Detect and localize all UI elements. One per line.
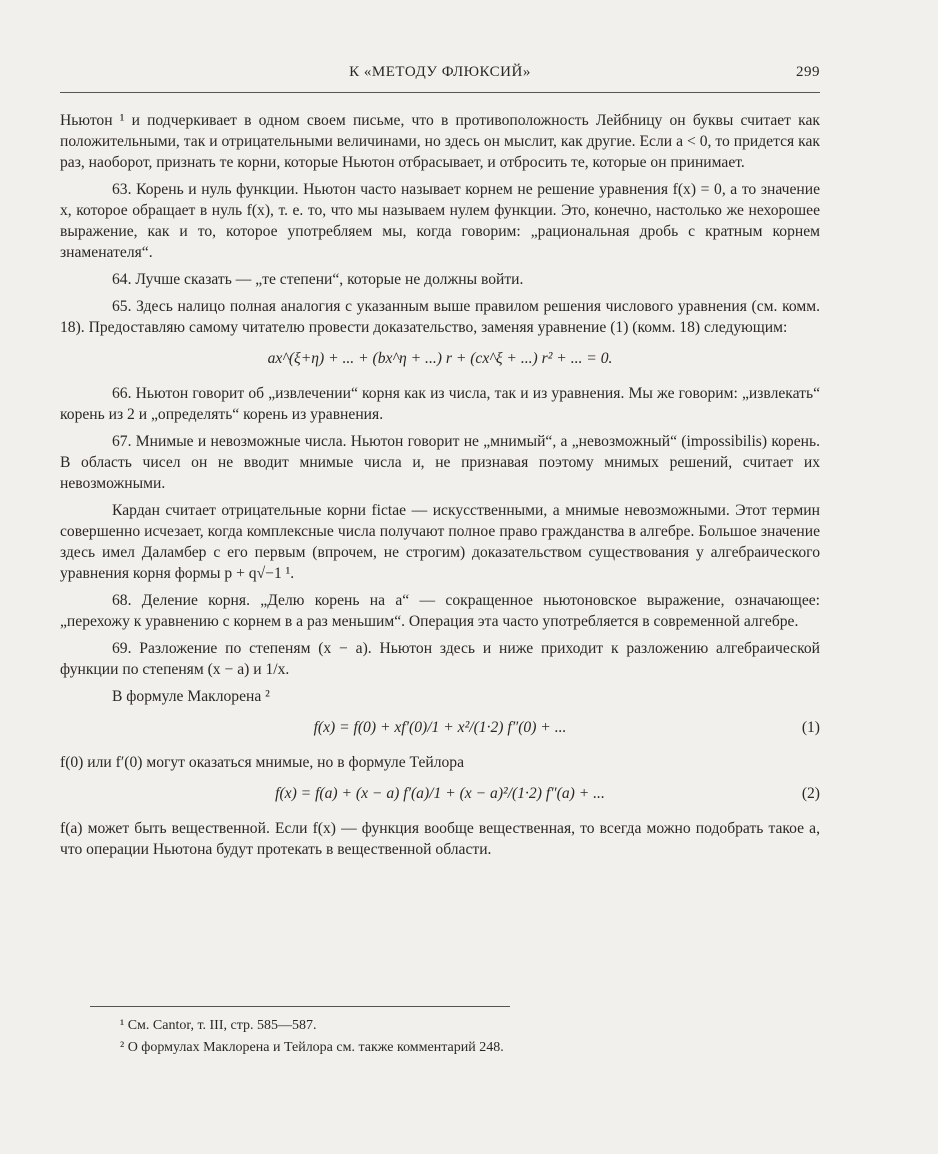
footnote: ¹ См. Cantor, т. III, стр. 585—587. — [120, 1018, 317, 1033]
footnotes — [60, 1015, 820, 1059]
formula — [60, 348, 820, 369]
page-number: 299 — [796, 64, 820, 80]
paragraph: 63. Корень и нуль функции. Ньютон часто называет корнем не решение уравнения f(x) = 0, а то значение x, которое обращает в нуль f(x), т. е. то, что мы называем нулем функции. Это, конечно, настолько же нехорошее выражение, как и то, которое употребляем мы, когда говорим: „рациональная дробь с кратным корнем знаменателя“. — [60, 181, 820, 261]
formula-text: f(x) = f(0) + xf′(0)/1 + x²/(1·2) f″(0) + ... — [313, 719, 567, 736]
paragraph: 67. Мнимые и невозможные числа. Ньютон говорит не „мнимый“, а „невозможный“ (impossibilis) корень. В область чисел он не вводит мнимые числа и, не признавая поэтому мнимых решений, считает их невозможными. — [60, 433, 820, 492]
taylor-formula — [60, 783, 820, 804]
main-text — [60, 110, 820, 866]
formula-text: ax^(ξ+η) + ... + (bx^η + ...) r + (cx^ξ + ...) r² + ... = 0. — [267, 350, 613, 367]
paragraph: 64. Лучше сказать — „те степени“, которые не должны войти. — [112, 271, 524, 288]
paragraph: 68. Деление корня. „Делю корень на a“ — сокращенное ньютоновское выражение, означающее: „перехожу к уравнению с корнем в a раз меньшим“. Операция эта часто употребляется в современной алгебре. — [60, 592, 820, 630]
equation-number: (2) — [801, 785, 820, 802]
header-title: К «МЕТОДУ ФЛЮКСИЙ» — [349, 64, 531, 80]
paragraph: f(0) или f′(0) могут оказаться мнимые, но в формуле Тейлора — [60, 754, 465, 771]
paragraph: Кардан считает отрицательные корни fictae — искусственными, а мнимые невозможными. Этот термин совершенно исчезает, когда комплексные числа получают полное право гражданства в алгебре. Большое значение здесь имел Даламбер с его первым (впрочем, не строгим) доказательством существования у алгебраического уравнения корня формы p + q√−1 ¹. — [60, 502, 820, 582]
footnote-rule — [90, 1006, 510, 1007]
paragraph: 69. Разложение по степеням (x − a). Ньютон здесь и ниже приходит к разложению алгебраической функции по степеням (x − a) и 1/x. — [60, 640, 820, 678]
paragraph: Ньютон ¹ и подчеркивает в одном своем письме, что в противоположность Лейбницу он буквы считает как положительными, так и отрицательными величинами, но здесь он мыслит, как другие. Если a < 0, то придется как раз, наоборот, признать те корни, которые Ньютон отбрасывает, и отбросить те, которые он принимает. — [60, 112, 820, 171]
footnote: ² О формулах Маклорена и Тейлора см. также комментарий 248. — [120, 1040, 504, 1055]
header-rule — [60, 92, 820, 93]
equation-number: (1) — [801, 719, 820, 736]
running-header — [60, 64, 820, 81]
paragraph: В формуле Маклорена ² — [112, 688, 270, 705]
formula-text: f(x) = f(a) + (x − a) f′(a)/1 + (x − a)²/(1·2) f″(a) + ... — [275, 785, 605, 802]
paragraph: 65. Здесь налицо полная аналогия с указанным выше правилом решения числового уравнения (см. комм. 18). Предоставляю самому читателю провести доказательство, заменяя уравнение (1) (комм. 18) следующим: — [60, 298, 820, 336]
paragraph: f(a) может быть вещественной. Если f(x) — функция вообще вещественная, то всегда можно подобрать такое a, что операции Ньютона будут протекать в вещественной области. — [60, 820, 820, 858]
maclaurin-formula — [60, 717, 820, 738]
paragraph: 66. Ньютон говорит об „извлечении“ корня как из числа, так и из уравнения. Мы же говорим: „извлекать“ корень из 2 и „определять“ корень из уравнения. — [60, 385, 820, 423]
